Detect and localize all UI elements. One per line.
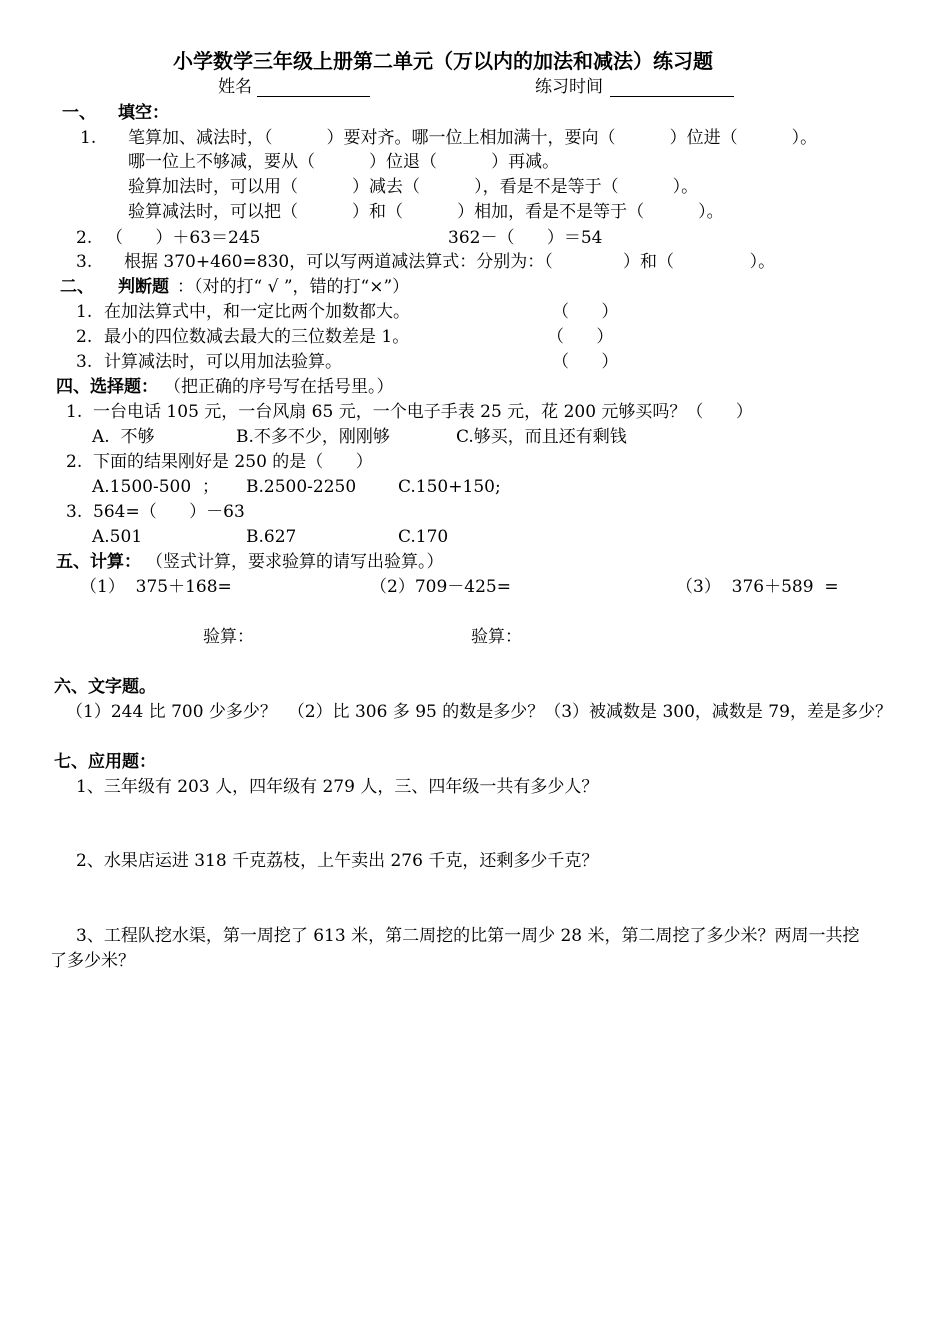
s2-item2-text: 最小的四位数减去最大的三位数差是 1。 (104, 327, 410, 347)
s1-q1-number: 1. (80, 128, 97, 148)
s7-question1: 1、三年级有 203 人，四年级有 279 人，三、四年级一共有多少人？ (76, 777, 599, 797)
section1-heading: 填空： (118, 103, 169, 123)
section4-heading: 四、选择题： (56, 377, 158, 397)
s1-q2-part-b: 362－（ ）＝54 (448, 228, 603, 248)
s2-item1-number: 1. (76, 302, 93, 322)
s2-item1-answer[interactable]: （ ） (552, 302, 619, 322)
s4-q1-option-b: B.不多不少，刚刚够 (236, 427, 390, 447)
s7-question3-line2: 了多少米？ (50, 951, 135, 971)
section2-number: 二、 (60, 277, 94, 297)
section7-heading: 七、应用题： (54, 752, 156, 772)
s1-q1-line4: 验算减法时，可以把（ ）和（ ）相加，看是不是等于（ ）。 (128, 202, 724, 222)
s5-problem2: （2）709－425= (370, 577, 511, 597)
section2-note: ：（对的打“ √ ”，错的打“×”） (177, 277, 410, 297)
s1-q3-number: 3. (76, 252, 93, 272)
s1-q1-line1: 笔算加、减法时，（ ）要对齐。哪一位上相加满十，要向（ ）位进（ ）。 (128, 128, 818, 148)
s2-item1-text: 在加法算式中，和一定比两个加数都大。 (104, 302, 410, 322)
s5-problem1: （1） 375＋168= (80, 577, 232, 597)
s4-q2-option-c: C.150+150; (398, 477, 501, 497)
s4-q3-option-c: C.170 (398, 527, 449, 547)
s6-questions: （1）244 比 700 少多少？ （2）比 306 多 95 的数是多少？（3）被减数是 300，减数是 79，差是多少？ (66, 702, 892, 722)
section4-note: （把正确的序号写在括号里。） (164, 377, 394, 397)
s4-q2-option-b: B.2500-2250 (246, 477, 357, 497)
time-blank[interactable] (610, 96, 734, 97)
s7-question2: 2、水果店运进 318 千克荔枝，上午卖出 276 千克，还剩多少千克？ (76, 851, 599, 871)
s1-q1-line2: 哪一位上不够减，要从（ ）位退（ ）再减。 (128, 152, 560, 172)
s1-q2-number: 2. (76, 228, 93, 248)
s5-check-label-1: 验算： (203, 627, 254, 647)
s7-question3-line1: 3、工程队挖水渠，第一周挖了 613 米，第二周挖的比第一周少 28 米，第二周挖了多少米？两周一共挖 (76, 926, 860, 946)
page-title: 小学数学三年级上册第二单元（万以内的加法和减法）练习题 (173, 49, 713, 73)
s4-q1-option-c: C.够买，而且还有剩钱 (456, 427, 627, 447)
time-label: 练习时间 (535, 77, 603, 97)
s2-item3-text: 计算减法时，可以用加法验算。 (104, 352, 342, 372)
section5-heading: 五、计算： (56, 552, 141, 572)
s4-q3-option-b: B.627 (246, 527, 297, 547)
s1-q2-part-a: （ ）＋63＝245 (106, 228, 261, 248)
section5-note: （竖式计算，要求验算的请写出验算。） (146, 552, 444, 572)
s5-problem3: （3） 376＋589 = (676, 577, 839, 597)
s1-q1-line3: 验算加法时，可以用（ ）减去（ ），看是不是等于（ ）。 (128, 177, 699, 197)
s4-q1: 1. 一台电话 105 元，一台风扇 65 元，一个电子手表 25 元，花 200 元够买吗？（ ） (66, 402, 753, 422)
s2-item3-number: 3. (76, 352, 93, 372)
section1-number: 一、 (62, 103, 96, 123)
s4-q2-option-a: A.1500-500 ； (92, 477, 219, 497)
name-blank[interactable] (257, 96, 370, 97)
section6-heading: 六、文字题。 (54, 677, 156, 697)
s2-item2-answer[interactable]: （ ） (547, 327, 614, 347)
s4-q3: 3. 564=（ ）－63 (66, 502, 245, 522)
s2-item3-answer[interactable]: （ ） (552, 352, 619, 372)
name-label: 姓名 (218, 77, 252, 97)
section2-heading: 判断题 (118, 277, 169, 297)
s4-q1-option-a: A. 不够 (92, 427, 155, 447)
s4-q2: 2. 下面的结果刚好是 250 的是（ ） (66, 452, 373, 472)
s2-item2-number: 2. (76, 327, 93, 347)
s5-check-label-2: 验算： (471, 627, 522, 647)
s4-q3-option-a: A.501 (92, 527, 143, 547)
s1-q3-text: 根据 370+460=830，可以写两道减法算式：分别为：（ ）和（ ）。 (124, 252, 776, 272)
